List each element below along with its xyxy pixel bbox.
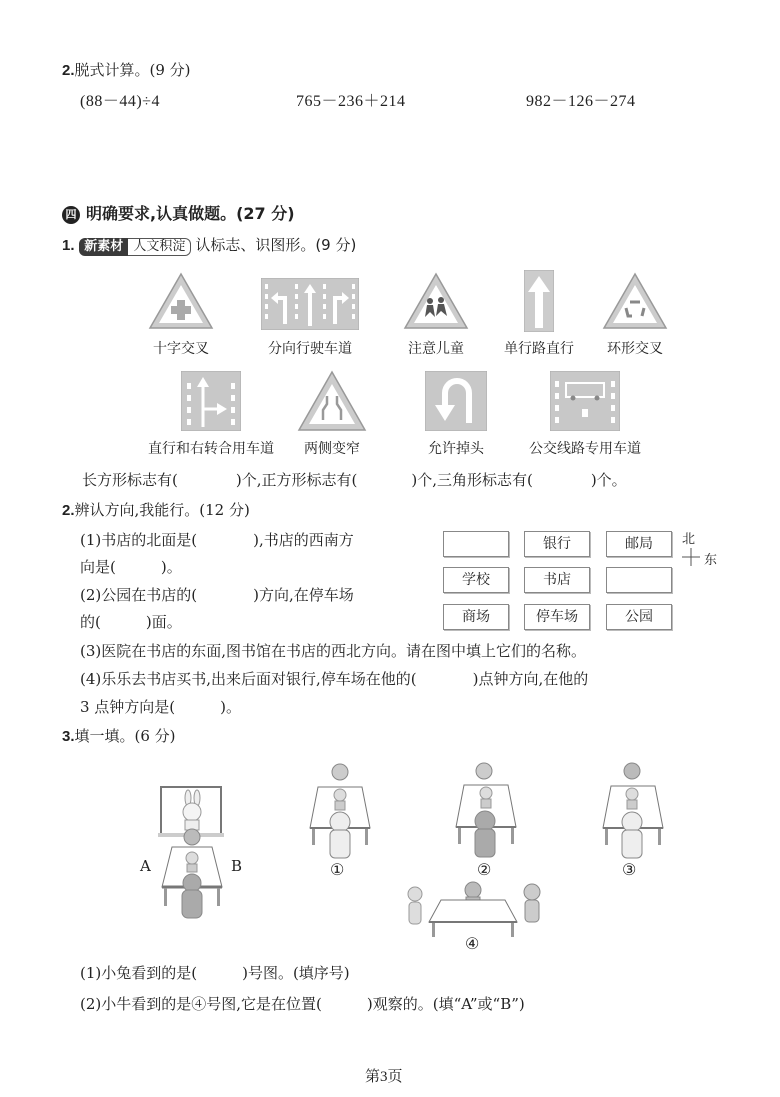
text: )个,正方形标志有(: [235, 471, 358, 489]
subq-4-line2: 3 点钟方向是( )。: [80, 698, 242, 716]
grid-cell-center: 书店: [524, 567, 590, 593]
section-title: 明确要求,认真做题。(27 分): [86, 204, 295, 223]
question-number: 2.: [62, 502, 75, 519]
question-number: 1.: [62, 237, 75, 254]
bus-lane-icon: [550, 371, 620, 431]
direction-question-title: [62, 500, 250, 521]
q3-subq-2: (2)小牛看到的是④号图,它是在位置( )观察的。(填“A”或“B”): [80, 995, 525, 1013]
figure-number-1: ①: [330, 860, 345, 879]
text: )点钟方向,在他的: [472, 670, 589, 688]
grid-cell-e[interactable]: [606, 567, 672, 593]
crossroad-warning-icon: [148, 272, 214, 330]
lane-direction-icon: [261, 278, 359, 330]
figure-number-4: ④: [465, 934, 480, 953]
humanities-tag: 人文积淀: [128, 238, 191, 256]
question-number: 2.: [62, 62, 75, 79]
calc-question-title: [62, 60, 191, 81]
text: 长方形标志有(: [82, 471, 178, 489]
q1-header: [62, 235, 356, 256]
roundabout-warning-icon: [602, 272, 668, 330]
question-text: 认标志、识图形。(9 分): [195, 236, 357, 254]
sign-label: 十字交叉: [153, 341, 209, 357]
grid-cell-w: 学校: [443, 567, 509, 593]
shape-count-line: [82, 470, 627, 490]
compass-cross-icon: [681, 547, 701, 567]
u-turn-icon: [425, 371, 487, 431]
sign-label: 分向行驶车道: [268, 341, 352, 357]
subq-3: (3)医院在书店的东面,图书馆在书店的西北方向。请在图中填上它们的名称。: [80, 642, 587, 660]
text: (1)书店的北面是(: [80, 531, 198, 549]
sign-label: 环形交叉: [607, 341, 663, 357]
position-b-label: B: [231, 857, 243, 875]
figure-number-3: ③: [622, 860, 637, 879]
question-text: 填一填。(6 分): [74, 727, 176, 745]
position-a-label: A: [140, 857, 151, 875]
grid-cell-se: 公园: [606, 604, 672, 630]
page-number: 第3页: [365, 1069, 403, 1085]
subq-1-line1: [80, 530, 354, 550]
text: (2)公园在书店的(: [80, 586, 198, 604]
grid-cell-ne: 邮局: [606, 531, 672, 557]
sign-label: 公交线路专用车道: [529, 441, 641, 457]
text: ),书店的西南方: [253, 531, 354, 549]
grid-cell-nw[interactable]: [443, 531, 509, 557]
expression-3: 982－126－274: [526, 93, 636, 110]
view-figure-4: [405, 880, 545, 940]
subq-4-line1: [80, 669, 588, 689]
question-text: 脱式计算。(9 分): [74, 61, 191, 79]
section-badge: 四: [62, 206, 80, 224]
sign-label: 直行和右转合用车道: [148, 441, 274, 457]
text: )个,三角形标志有(: [411, 471, 533, 489]
new-material-tag: 新素材: [79, 238, 128, 256]
view-figure-1: [300, 760, 380, 860]
sign-label: 单行路直行: [504, 341, 574, 357]
straight-right-lane-icon: [181, 371, 241, 431]
text: )方向,在停车场: [253, 586, 354, 604]
question-text: 辨认方向,我能行。(12 分): [74, 501, 250, 519]
view-figure-2: [448, 757, 528, 860]
grid-cell-sw: 商场: [443, 604, 509, 630]
expression-2: 765－236＋214: [296, 93, 406, 110]
compass-north-label: 北: [682, 532, 696, 547]
fill-question-title: [62, 726, 176, 747]
text: )个。: [590, 471, 627, 489]
expression-1: (88－44)÷4: [80, 93, 160, 110]
sign-label: 两侧变窄: [304, 441, 360, 457]
grid-cell-n: 银行: [524, 531, 590, 557]
q3-subq-1: (1)小兔看到的是( )号图。(填序号): [80, 964, 350, 982]
section-header: [62, 204, 295, 224]
observation-scene-illustration: [140, 780, 270, 930]
question-number: 3.: [62, 728, 75, 745]
subq-1-line2: 向是( )。: [80, 558, 182, 576]
grid-cell-s: 停车场: [524, 604, 590, 630]
one-way-straight-icon: [524, 270, 554, 332]
text: (4)乐乐去书店买书,出来后面对银行,停车场在他的(: [80, 670, 417, 688]
subq-2-line2: 的( )面。: [80, 613, 182, 631]
compass-east-label: 东: [704, 553, 718, 568]
road-narrows-icon: [297, 370, 367, 432]
view-figure-3: [595, 760, 675, 860]
children-warning-icon: [403, 272, 469, 330]
sign-label: 注意儿童: [408, 341, 464, 357]
figure-number-2: ②: [477, 860, 492, 879]
sign-label: 允许掉头: [428, 441, 484, 457]
subq-2-line1: [80, 585, 354, 605]
